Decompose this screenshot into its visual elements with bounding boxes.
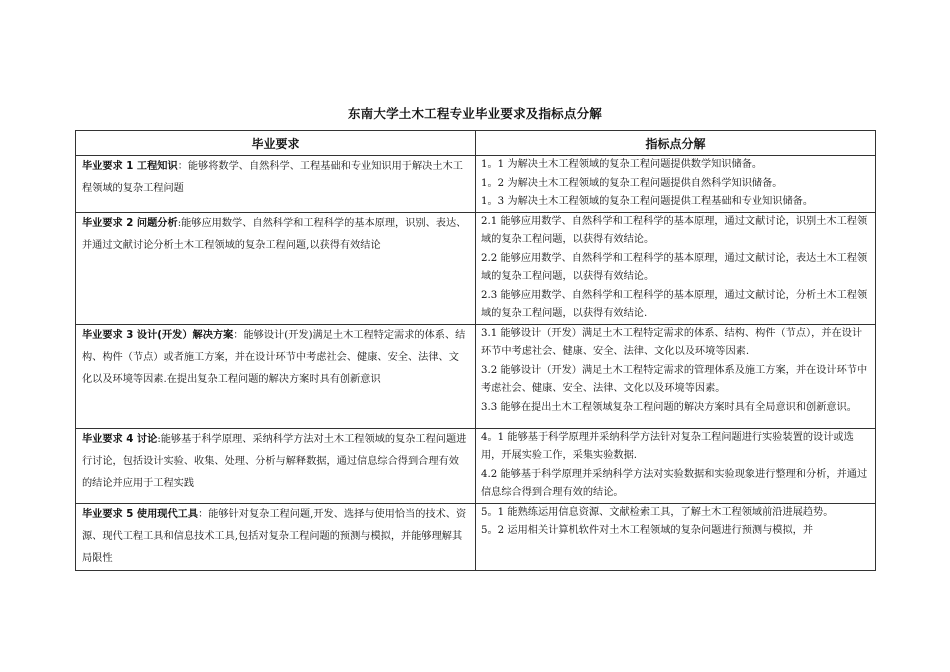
indicator-cell [476,156,876,213]
requirement-cell [76,156,476,213]
requirement-cell [76,503,476,570]
indicator-cell [476,212,876,324]
requirement-label: 毕业要求 1 工程知识 [82,161,178,172]
table-row [76,212,876,324]
indicator-item: 1。1 为解决土木工程领域的复杂工程问题提供数学知识储备。 [481,159,763,170]
requirement-text: ：能够设计(开发)满足土木工程特定需求的体系、结构、构件（节点）或者施工方案，并在设计环节中考虑社会、健康、安全、法律、文化以及环境等因素.在提出复杂工程问题的解决方案时具有创新意识 [82,329,466,385]
indicator-item: 3.3 能够在提出土木工程领域复杂工程问题的解决方案时具有全局意识和创新意识。 [481,401,857,413]
requirement-text: :能够应用数学、自然科学和工程科学的基本原理，识别、表达、并通过文献讨论分析土木工程领域的复杂工程问题,以获得有效结论 [82,217,467,251]
table-row [76,156,876,213]
indicator-item: 5。2 运用相关计算机软件对土木工程领域的复杂问题进行预测与模拟，并 [481,525,814,536]
table-row [76,503,876,570]
requirement-text: ：能够将数学、自然科学、工程基础和专业知识用于解决土木工程领域的复杂工程问题 [82,161,463,194]
indicator-cell [476,503,876,570]
indicator-item: 3.2 能够设计（开发）满足土木工程特定需求的管理体系及施工方案，并在设计环节中考虑社会、健康、安全、法律、文化以及环境等因素。 [481,364,868,394]
requirement-label: 毕业要求 3 设计(开发）解决方案 [82,329,234,341]
requirement-text: :能够基于科学原理、采纳科学方法对土木工程领域的复杂工程问题进行讨论，包括设计实验、收集、处理、分析与解释数据，通过信息综合得到合理有效的结论并应用于工程实践 [82,433,467,489]
requirement-text: ：能够针对复杂工程问题,开发、选择与使用恰当的技术、资源、现代工程工具和信息技术工具,包括对复杂工程问题的预测与模拟，并能够理解其局限性 [82,508,467,564]
indicator-cell [476,428,876,503]
requirement-cell [76,324,476,428]
table-row [76,428,876,503]
header-indicators: 指标点分解 [476,131,876,156]
indicator-item: 2.2 能够应用数学、自然科学和工程科学的基本原理，通过文献讨论，表达土木工程领域的复杂工程问题，以获得有效结论。 [481,252,868,282]
indicator-item: 2.1 能够应用数学、自然科学和工程科学的基本原理，通过文献讨论，识别土木工程领域的复杂工程问题，以获得有效结论。 [481,215,868,245]
header-requirement: 毕业要求 [76,131,476,156]
indicator-item: 5。1 能熟练运用信息资源、文献检索工具，了解土木工程领域前沿进展趋势。 [481,506,834,518]
indicator-item: 4。1 能够基于科学原理并采纳科学方法针对复杂工程问题进行实验装置的设计或选用，开展实验工作，采集实验数据. [481,431,854,461]
requirement-label: 毕业要求 5 使用现代工具 [82,508,199,520]
indicator-item: 2.3 能够应用数学、自然科学和工程科学的基本原理，通过文献讨论，分析土木工程领域的复杂工程问题，以获得有效结论. [481,289,868,319]
table-header-row [76,131,876,156]
requirement-label: 毕业要求 4 讨论 [82,433,158,445]
indicator-item: 1。2 为解决土木工程领域的复杂工程问题提供自然科学知识储备。 [481,177,783,189]
document-title: 东南大学土木工程专业毕业要求及指标点分解 [347,106,602,121]
indicator-item: 4.2 能够基于科学原理并采纳科学方法对实验数据和实验现象进行整理和分析，并通过信息综合得到合理有效的结论。 [481,468,868,498]
indicator-item: 3.1 能够设计（开发）满足土木工程特定需求的体系、结构、构件（节点），并在设计环节中考虑社会、健康、安全、法律、文化以及环境等因素. [481,327,863,357]
indicator-cell [476,324,876,428]
table-row [76,324,876,428]
requirement-cell [76,428,476,503]
requirement-label: 毕业要求 2 问题分析 [82,217,178,229]
requirements-table [75,130,876,571]
requirement-cell [76,212,476,324]
indicator-item: 1。3 为解决土木工程领域的复杂工程问题提供工程基础和专业知识储备。 [481,196,814,207]
